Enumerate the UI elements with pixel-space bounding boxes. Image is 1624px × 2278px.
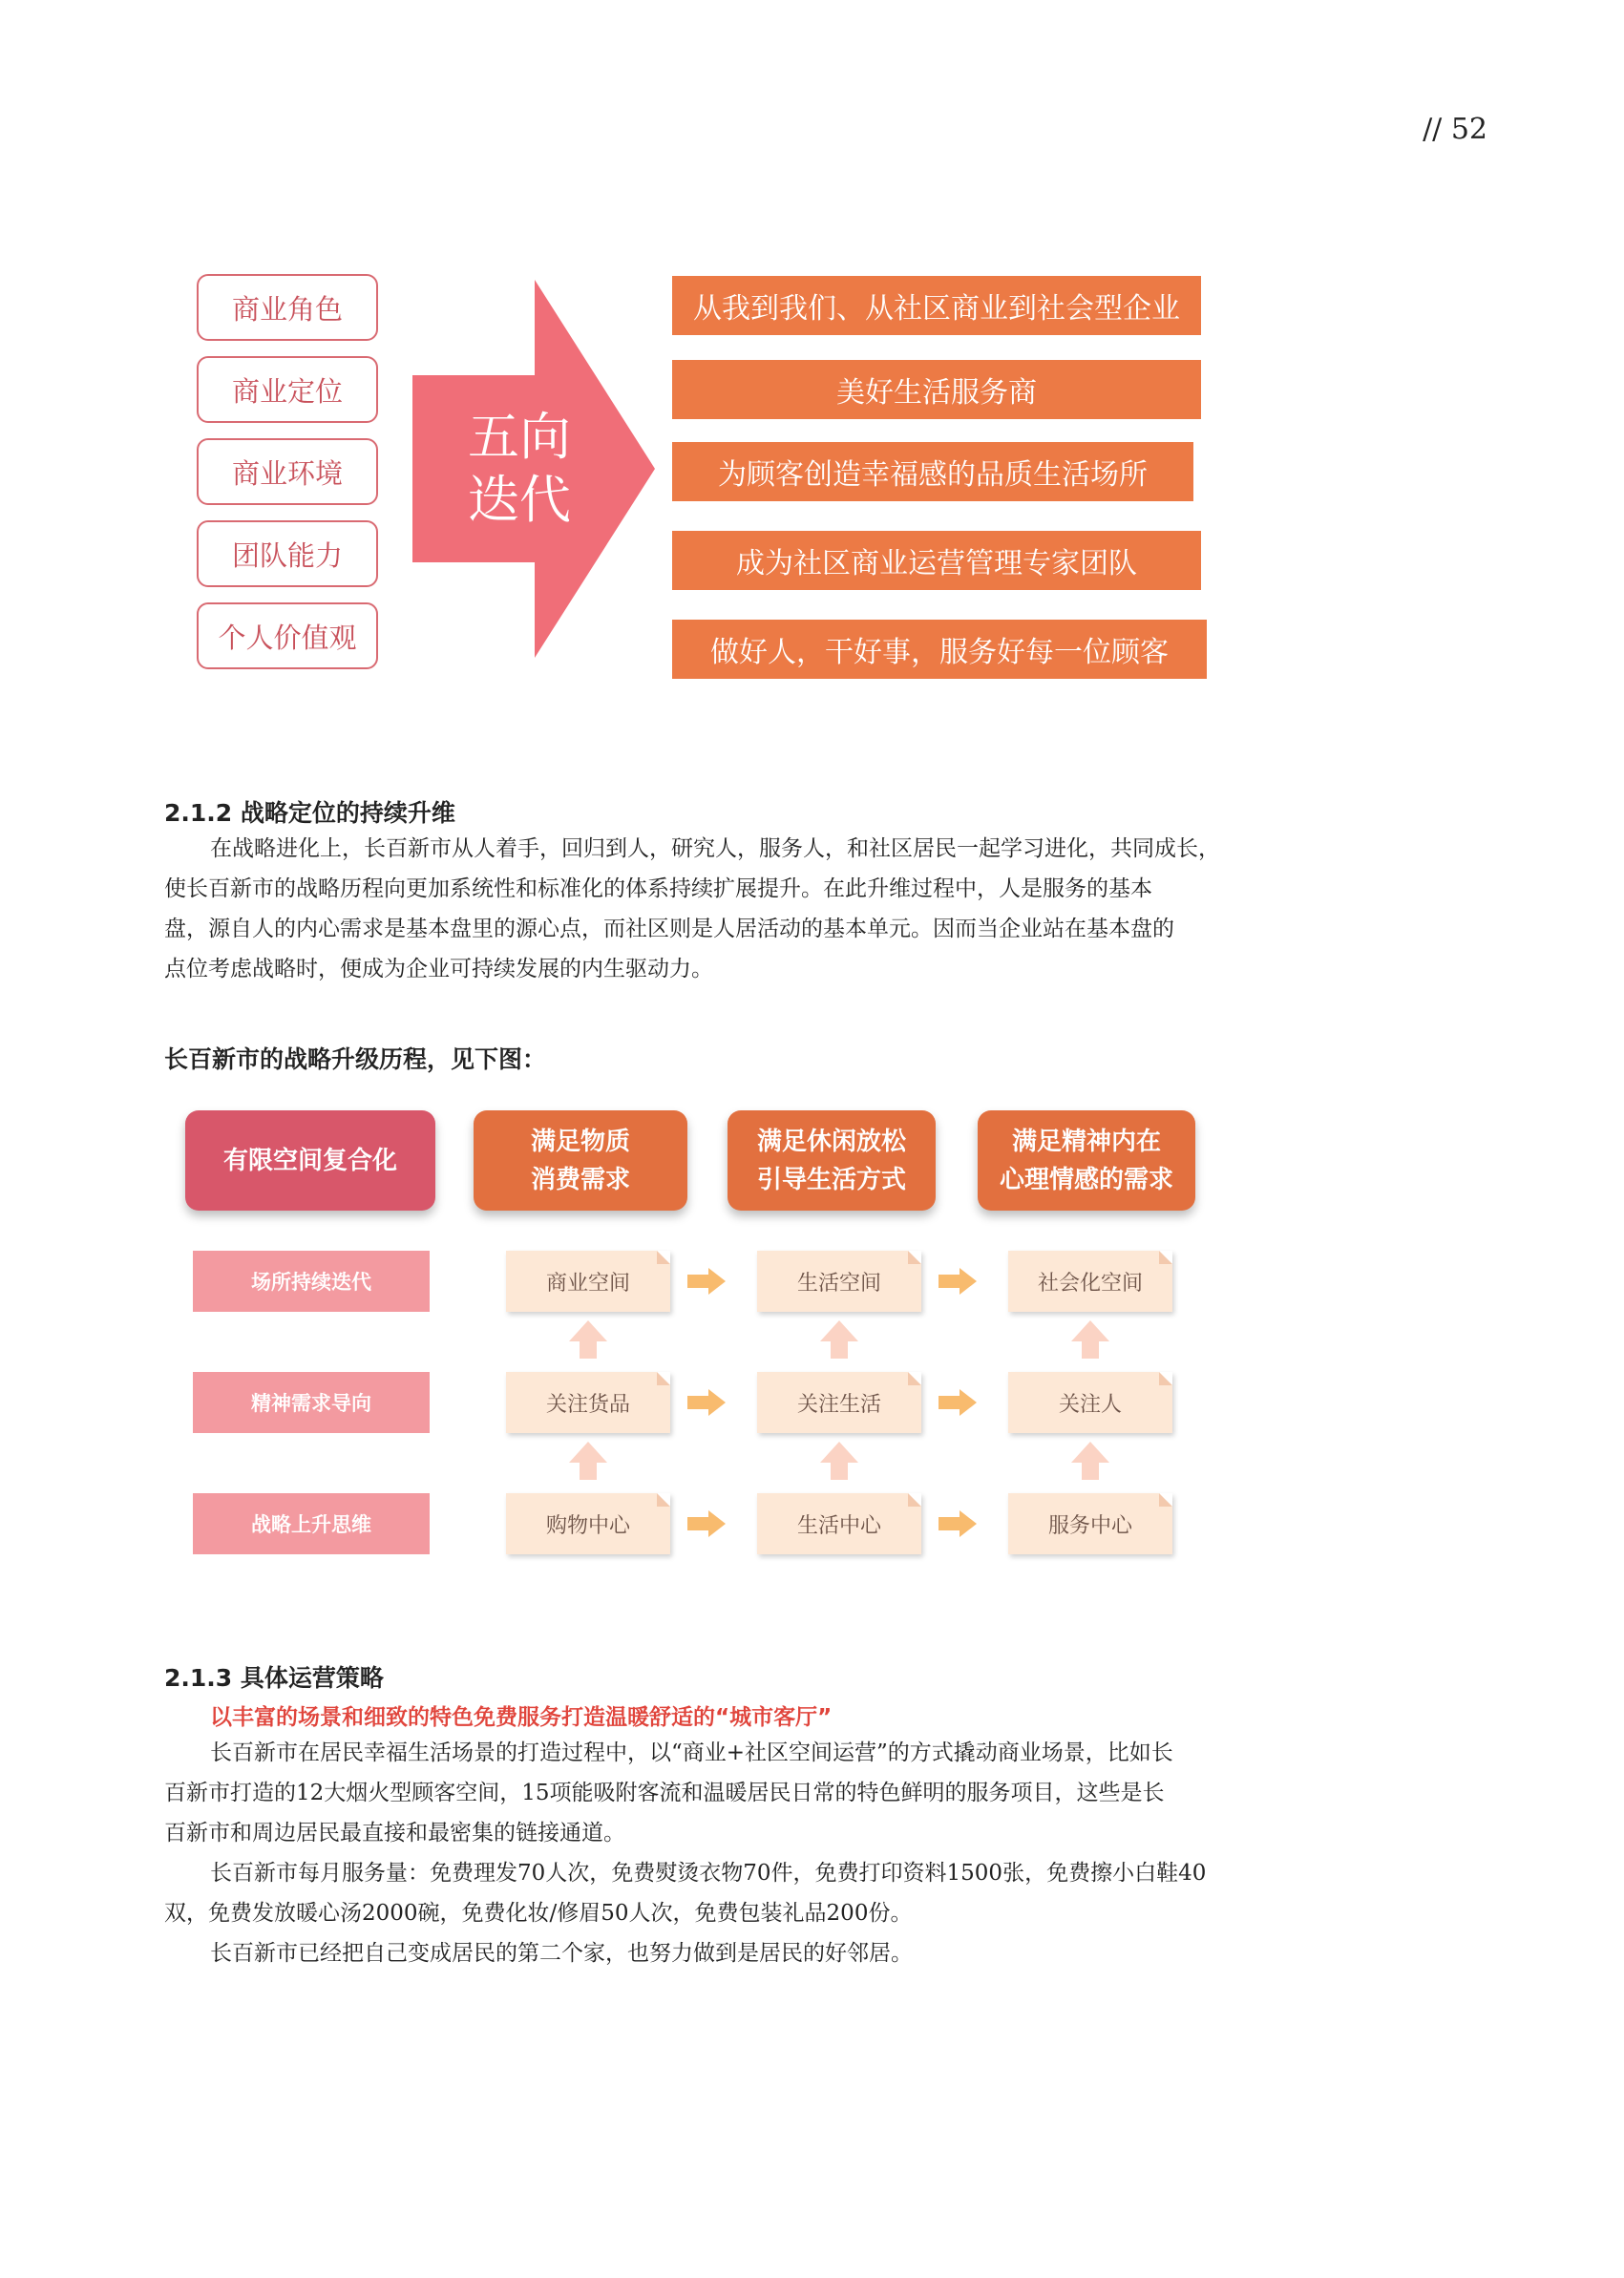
right-arrow-icon [687, 1510, 726, 1537]
paragraph-line: 盘，源自人的内心需求是基本盘里的源心点，而社区则是人居活动的基本单元。因而当企业站在基本盘的 [164, 917, 1174, 941]
section-213-highlight: 以丰富的场景和细致的特色免费服务打造温暖舒适的“城市客厅” [210, 1705, 833, 1730]
up-arrow-icon [569, 1320, 607, 1359]
section-212-paragraph [164, 829, 1253, 989]
cell-life-center: 生活中心 [757, 1493, 921, 1554]
cell-focus-people: 关注人 [1008, 1372, 1172, 1433]
cell-shopping-center: 购物中心 [506, 1493, 670, 1554]
section-213-body [164, 1733, 1253, 1973]
right-arrow-icon [939, 1510, 977, 1537]
header-line: 满足物质 [530, 1127, 630, 1156]
up-arrow-icon [1071, 1442, 1109, 1480]
section-212-heading: 2.1.2 战略定位的持续升维 [164, 799, 455, 827]
role-box-team-capability: 团队能力 [197, 520, 378, 587]
cell-business-space: 商业空间 [506, 1251, 670, 1312]
figure2-caption: 长百新市的战略升级历程，见下图： [164, 1045, 547, 1073]
paragraph-line: 长百新市已经把自己变成居民的第二个家，也努力做到是居民的好邻居。 [210, 1941, 913, 1966]
cell-life-space: 生活空间 [757, 1251, 921, 1312]
paragraph-line: 点位考虑战略时，便成为企业可持续发展的内生驱动力。 [164, 957, 713, 981]
paragraph-line: 长百新市每月服务量：免费理发70人次，免费熨烫衣物70件，免费打印资料1500张，免费擦小白鞋40 [210, 1861, 1207, 1886]
header-line: 心理情感的需求 [999, 1165, 1173, 1194]
up-arrow-icon [569, 1442, 607, 1480]
role-box-business-role: 商业角色 [197, 274, 378, 341]
cell-focus-life: 关注生活 [757, 1372, 921, 1433]
header-line: 有限空间复合化 [222, 1146, 397, 1175]
paragraph-line: 长百新市在居民幸福生活场景的打造过程中，以“商业+社区空间运营”的方式撬动商业场景，比如长 [210, 1740, 1173, 1765]
page-number: // 52 [1423, 113, 1487, 146]
role-box-business-environment: 商业环境 [197, 438, 378, 505]
header-line: 消费需求 [530, 1165, 630, 1194]
up-arrow-icon [1071, 1320, 1109, 1359]
arrow-label [443, 406, 596, 532]
right-arrow-icon [939, 1268, 977, 1295]
strategy-upgrade-figure [181, 1103, 1213, 1580]
paragraph-line: 在战略进化上，长百新市从人着手，回归到人，研究人，服务人，和社区居民一起学习进化，共同成长， [210, 836, 1220, 861]
header-line: 满足休闲放松 [756, 1127, 906, 1156]
paragraph-line: 使长百新市的战略历程向更加系统性和标准化的体系持续扩展提升。在此升维过程中，人是服务的基本 [164, 876, 1152, 901]
right-arrow-icon [687, 1389, 726, 1416]
goal-bar-4: 成为社区商业运营管理专家团队 [672, 531, 1201, 590]
goal-bar-5: 做好人，干好事，服务好每一位顾客 [672, 620, 1207, 679]
paragraph-line: 百新市打造的12大烟火型顾客空间，15项能吸附客流和温暖居民日常的特色鲜明的服务项目，这些是长 [164, 1781, 1165, 1805]
arrow-label-line-1: 五向 [468, 407, 571, 467]
header-line: 满足精神内在 [1011, 1127, 1161, 1156]
flow-arrows [181, 1103, 1213, 1580]
paragraph-line: 百新市和周边居民最直接和最密集的链接通道。 [164, 1821, 625, 1846]
header-line: 引导生活方式 [756, 1165, 906, 1194]
row-label-2: 精神需求导向 [193, 1372, 430, 1433]
arrow-label-line-2: 迭代 [468, 470, 571, 530]
five-direction-iteration-figure [187, 232, 1223, 707]
goal-bar-3: 为顾客创造幸福感的品质生活场所 [672, 442, 1193, 501]
row-label-3: 战略上升思维 [193, 1493, 430, 1554]
up-arrow-icon [820, 1320, 858, 1359]
role-box-business-positioning: 商业定位 [197, 356, 378, 423]
goal-bar-2: 美好生活服务商 [672, 360, 1201, 419]
section-213-heading: 2.1.3 具体运营策略 [164, 1664, 384, 1692]
role-box-personal-values: 个人价值观 [197, 602, 378, 669]
goal-bar-1: 从我到我们、从社区商业到社会型企业 [672, 276, 1201, 335]
cell-service-center: 服务中心 [1008, 1493, 1172, 1554]
paragraph-line: 双，免费发放暖心汤2000碗，免费化妆/修眉50人次，免费包装礼品200份。 [164, 1901, 913, 1926]
cell-focus-goods: 关注货品 [506, 1372, 670, 1433]
up-arrow-icon [820, 1442, 858, 1480]
right-arrow-icon [939, 1389, 977, 1416]
right-arrow-icon [687, 1268, 726, 1295]
cell-social-space: 社会化空间 [1008, 1251, 1172, 1312]
row-label-1: 场所持续迭代 [193, 1251, 430, 1312]
